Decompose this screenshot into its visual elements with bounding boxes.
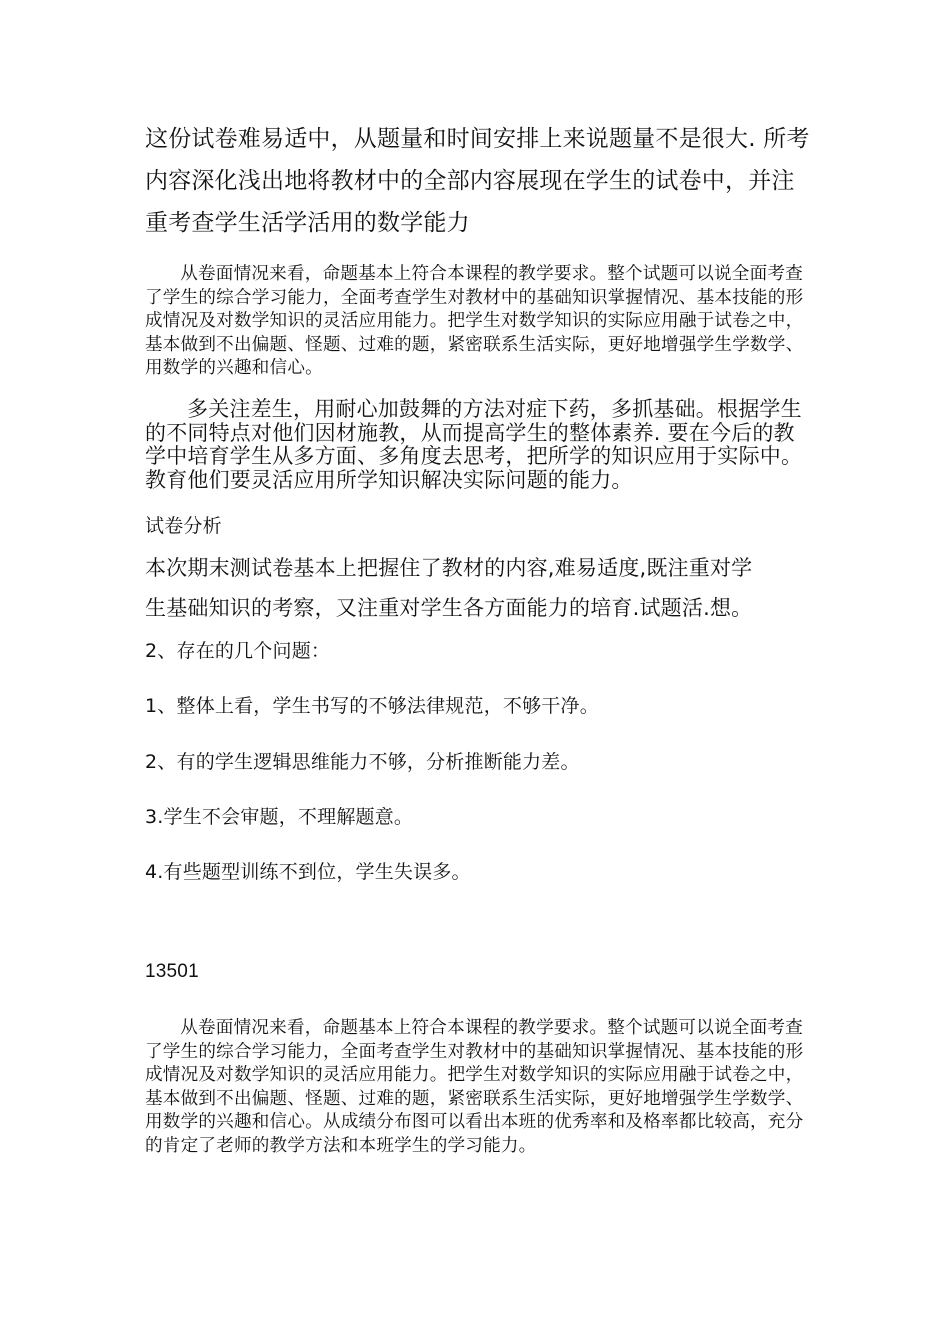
problems-heading: 2、存在的几个问题： bbox=[145, 640, 331, 662]
document-number: 13501 bbox=[145, 961, 199, 982]
intro-paragraph: 这份试卷难易适中，从题量和时间安排上来说题量不是很大. 所考内容深化浅出地将教材中的全部内容展现在学生的试卷中，并注重考查学生活学活用的数学能力 bbox=[145, 126, 810, 236]
overview-paragraph-1: 从卷面情况来看，命题基本上符合本课程的教学要求。整个试题可以说全面考查了学生的综合学习能力，全面考查学生对教材中的基础知识掌握情况、基本技能的形成情况及对数学知识的灵活应用能力。把学生对数学知识的实际应用融于试卷之中，基本做到不出偏题、怪题、过难的题，紧密联系生活实际，更好地增强学生学数学、用数学的兴趣和信心。 bbox=[145, 264, 804, 378]
problem-item: 1、整体上看，学生书写的不够法律规范，不够干净。 bbox=[145, 695, 599, 717]
suggestion-paragraph: 多关注差生，用耐心加鼓舞的方法对症下药，多抓基础。根据学生的不同特点对他们因材施教，从而提高学生的整体素养. 要在今后的教学中培育学生从多方面、多角度去思考，把所学的知识应用于实际中。教育他们要灵活应用所学知识解决实际问题的能力。 bbox=[145, 397, 803, 492]
analysis-line-1: 本次期末测试卷基本上把握住了教材的内容,难易适度,既注重对学 bbox=[145, 556, 753, 580]
problem-item: 3.学生不会审题，不理解题意。 bbox=[145, 806, 414, 828]
section-heading: 试卷分析 bbox=[145, 515, 222, 537]
analysis-line-2: 生基础知识的考察，又注重对学生各方面能力的培育.试题活.想。 bbox=[145, 596, 753, 620]
problem-item: 2、有的学生逻辑思维能力不够，分析推断能力差。 bbox=[145, 751, 580, 773]
problem-item: 4.有些题型训练不到位，学生失误多。 bbox=[145, 861, 471, 883]
overview-paragraph-2: 从卷面情况来看，命题基本上符合本课程的教学要求。整个试题可以说全面考查了学生的综合学习能力，全面考查学生对教材中的基础知识掌握情况、基本技能的形成情况及对数学知识的灵活应用能力。把学生对数学知识的实际应用融于试卷之中，基本做到不出偏题、怪题、过难的题，紧密联系生活实际，更好地增强学生学数学、用数学的兴趣和信心。从成绩分布图可以看出本班的优秀率和及格率都比较高，充分的肯定了老师的教学方法和本班学生的学习能力。 bbox=[145, 1018, 804, 1156]
